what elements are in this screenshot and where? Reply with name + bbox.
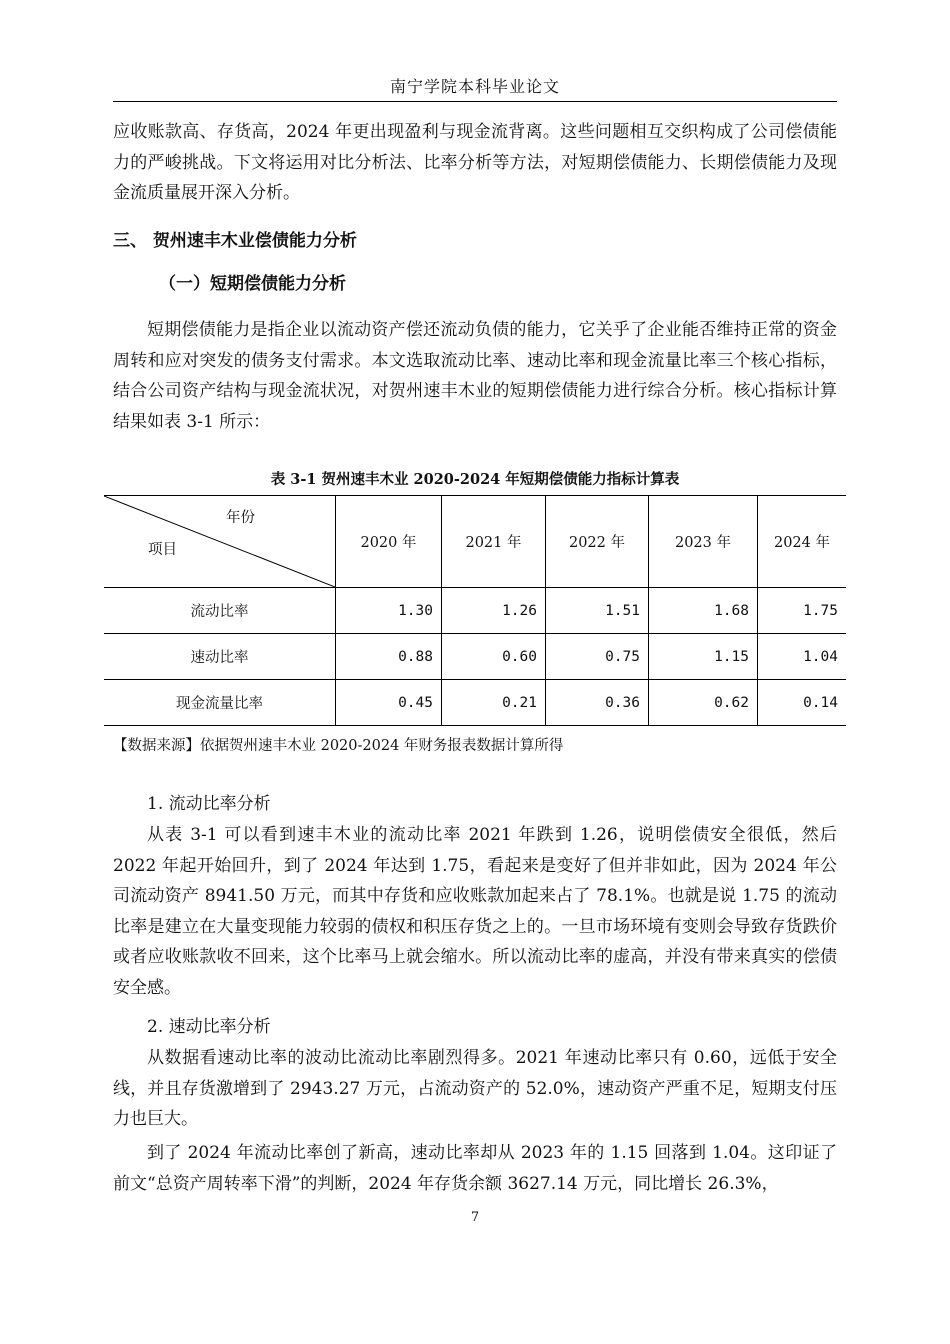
subsubsection-heading-quick-ratio: 2. 速动比率分析 bbox=[147, 1017, 271, 1037]
column-header-2023: 2023 年 bbox=[649, 496, 758, 588]
column-header-2021: 2021 年 bbox=[442, 496, 546, 588]
column-header-2020: 2020 年 bbox=[336, 496, 442, 588]
table-cell: 1.51 bbox=[546, 588, 649, 634]
table-cell: 1.04 bbox=[758, 634, 847, 680]
header-rule bbox=[113, 101, 837, 102]
table-cell: 0.60 bbox=[442, 634, 546, 680]
table-cell: 1.15 bbox=[649, 634, 758, 680]
corner-label-item: 项目 bbox=[148, 542, 177, 558]
table-cell: 1.26 bbox=[442, 588, 546, 634]
row-label: 现金流量比率 bbox=[104, 680, 336, 726]
column-header-2022: 2022 年 bbox=[546, 496, 649, 588]
table-cell: 1.68 bbox=[649, 588, 758, 634]
row-label: 速动比率 bbox=[104, 634, 336, 680]
subsubsection-heading-current-ratio: 1. 流动比率分析 bbox=[147, 794, 271, 814]
table-cell: 0.21 bbox=[442, 680, 546, 726]
subsection-heading: （一）短期偿债能力分析 bbox=[159, 274, 346, 294]
paragraph-short-term: 短期偿债能力是指企业以流动资产偿还流动负债的能力，它关乎了企业能否维持正常的资金周转和应对突发的债务支付需求。本文选取流动比率、速动比率和现金流量比率三个核心指标，结合公司资产结构与现金流状况，对贺州速丰木业的短期偿债能力进行综合分析。核心指标计算结果如表 3-1 所示： bbox=[113, 320, 837, 432]
table-row bbox=[104, 680, 846, 726]
table-cell: 1.30 bbox=[336, 588, 442, 634]
table-cell: 1.75 bbox=[758, 588, 847, 634]
paragraph-quick-ratio-2024: 到了 2024 年流动比率创了新高，速动比率却从 2023 年的 1.15 回落到 1.04。这印证了前文“总资产周转率下滑”的判断，2024 年存货余额 3627.14 万元，同比增长 26.3%， bbox=[113, 1143, 837, 1194]
table-cell: 0.75 bbox=[546, 634, 649, 680]
diagonal-line bbox=[104, 496, 335, 587]
paragraph-current-ratio: 从表 3-1 可以看到速丰木业的流动比率 2021 年跌到 1.26，说明偿债安全很低，然后 2022 年起开始回升，到了 2024 年达到 1.75，看起来是变好了但并非如此，因为 2024 年公司流动资产 8941.50 万元，而其中存货和应收账款加起来占了 78.1%。也就是说 1.75 的流动比率是建立在大量变现能力较弱的债权和积压存货之上的。一旦市场环境有变则会导致存货跌价或者应收账款收不回来，这个比率马上就会缩水。所以流动比率的虚高，并没有带来真实的偿债安全感。 bbox=[113, 825, 837, 998]
column-header-2024: 2024 年 bbox=[758, 496, 847, 588]
table-source-note: 【数据来源】依据贺州速丰木业 2020-2024 年财务报表数据计算所得 bbox=[113, 738, 564, 754]
paragraph-quick-ratio: 从数据看速动比率的波动比流动比率剧烈得多。2021 年速动比率只有 0.60，远低于安全线，并且存货激增到了 2943.27 万元，占流动资产的 52.0%，速动资产严重不足，短期支付压力也巨大。 bbox=[113, 1048, 837, 1129]
table-cell: 0.88 bbox=[336, 634, 442, 680]
ratio-table bbox=[104, 495, 846, 726]
corner-label-year: 年份 bbox=[226, 510, 255, 526]
table-row bbox=[104, 588, 846, 634]
paragraph-intro: 应收账款高、存货高，2024 年更出现盈利与现金流背离。这些问题相互交织构成了公司偿债能力的严峻挑战。下文将运用对比分析法、比率分析等方法，对短期偿债能力、长期偿债能力及现金流质量展开深入分析。 bbox=[113, 122, 837, 203]
running-header: 南宁学院本科毕业论文 bbox=[389, 77, 560, 96]
table-cell: 0.45 bbox=[336, 680, 442, 726]
section-heading: 三、 贺州速丰木业偿债能力分析 bbox=[113, 231, 357, 251]
table-corner-cell bbox=[104, 496, 336, 588]
table-header-row bbox=[104, 496, 846, 588]
table-caption: 表 3-1 贺州速丰木业 2020-2024 年短期偿债能力指标计算表 bbox=[270, 471, 680, 488]
table-row bbox=[104, 634, 846, 680]
table-cell: 0.36 bbox=[546, 680, 649, 726]
table-cell: 0.62 bbox=[649, 680, 758, 726]
row-label: 流动比率 bbox=[104, 588, 336, 634]
table-cell: 0.14 bbox=[758, 680, 847, 726]
page-number: 7 bbox=[470, 1210, 480, 1225]
